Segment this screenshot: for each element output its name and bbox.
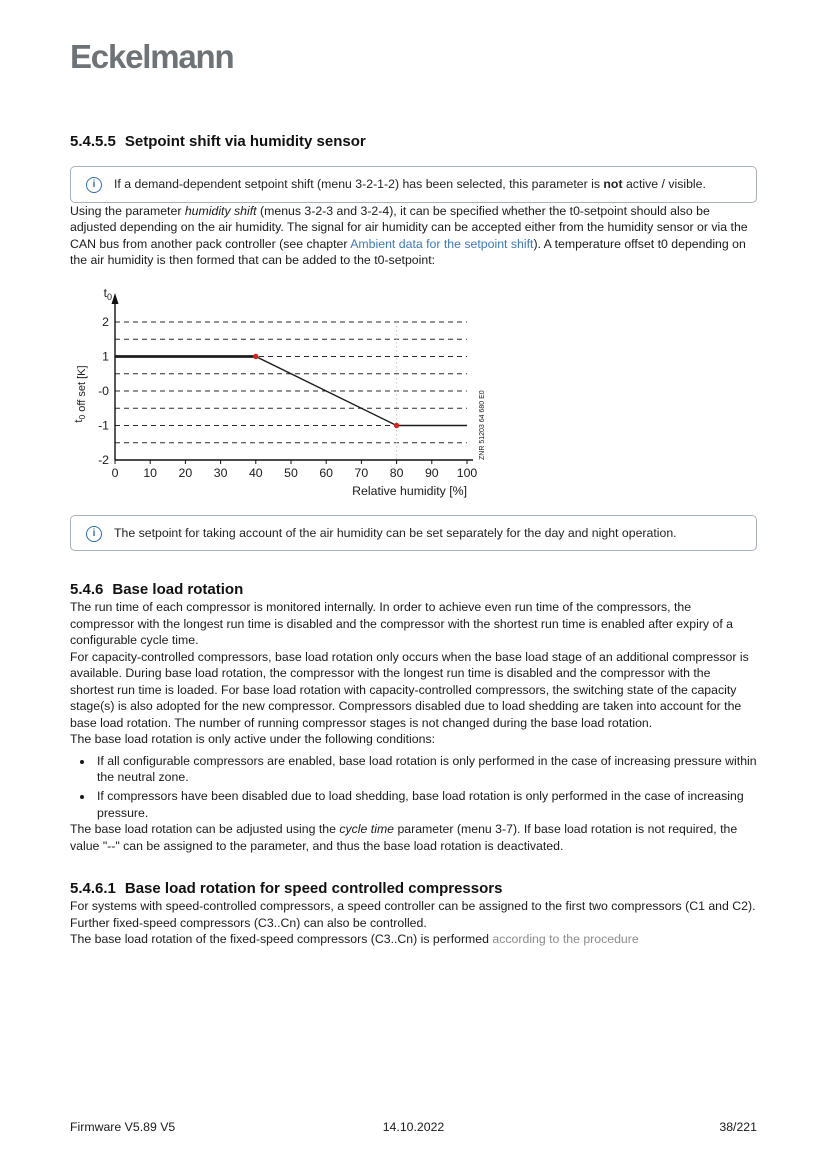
svg-text:60: 60 — [319, 465, 334, 480]
section-title: Base load rotation for speed controlled compressors — [124, 880, 503, 898]
list-item: • If compressors have been disabled due to load shedding, base load rotation is only performed in the case of increasing pressure. — [94, 788, 757, 821]
text-segment: For systems with speed-controlled compressors, a speed controller can be assigned to the first two compressors (C1 and C2). Further fixed-speed compressors (C3..Cn) can also be controlled. — [70, 899, 756, 930]
text-segment: parameter (menu 3-7). If base load rotation is not required, the value "--" can be assigned to the parameter, and thus the base load rotation is deactivated. — [70, 822, 738, 853]
section-number: 5.4.5.5 — [70, 133, 116, 150]
svg-text:50: 50 — [284, 465, 298, 480]
svg-text:1: 1 — [102, 349, 109, 364]
paragraph-conditions-intro — [70, 731, 757, 747]
text-segment: according to the procedure — [492, 932, 639, 947]
text-segment: If a demand-dependent setpoint shift (menu 3-2-1-2) has been selected, this parameter is — [114, 177, 604, 191]
footer-date: 14.10.2022 — [382, 1120, 445, 1134]
svg-text:90: 90 — [424, 465, 439, 480]
svg-text:-2: -2 — [98, 452, 109, 467]
svg-text:-1: -1 — [98, 418, 109, 433]
text-segment: Using the parameter — [70, 203, 185, 218]
info-box-setpoint-shift — [70, 166, 757, 203]
footer-page-number: 38/221 — [719, 1120, 757, 1134]
paragraph-speed-controlled — [70, 898, 757, 947]
link-ambient-data[interactable]: Ambient data for the setpoint shift — [350, 236, 534, 251]
section-heading-5455 — [70, 133, 757, 151]
svg-text:10: 10 — [143, 465, 158, 480]
text-segment: The base load rotation is only active under the following conditions: — [70, 732, 436, 747]
svg-text:t0: $t_0$ — [103, 285, 112, 302]
svg-text:0: 0 — [111, 465, 119, 480]
svg-text:70: 70 — [354, 465, 369, 480]
eckelmann-logo: Eckelmann — [70, 38, 234, 75]
info-box-text — [114, 526, 677, 540]
info-box-day-night — [70, 515, 757, 552]
info-box-text — [114, 177, 706, 191]
conditions-list — [70, 753, 757, 822]
svg-text:80: 80 — [389, 465, 404, 480]
svg-text:t0 off set [K]: $t_0$ off set [K] — [73, 365, 88, 423]
section-heading-5461 — [70, 880, 757, 898]
svg-text:Relative humidity [%]: Relative humidity [%] — [352, 483, 467, 498]
paragraph-capacity-controlled — [70, 649, 757, 731]
text-segment: ). A temperature offset t0 depending on the air humidity is then formed that can be added to the t0-setpoint: — [70, 236, 746, 268]
text-segment: The setpoint for taking account of the air humidity can be set separately for the day and night operation. — [114, 525, 677, 540]
svg-text:100: 100 — [456, 465, 478, 480]
section-number: 5.4.6.1 — [70, 880, 116, 898]
text-segment: not — [603, 177, 623, 191]
section-title: Setpoint shift via humidity sensor — [124, 133, 366, 150]
list-item: • If all configurable compressors are enabled, base load rotation is only performed in the case of increasing pressure within the neutral zone. — [94, 753, 757, 786]
svg-text:2: 2 — [102, 314, 109, 329]
section-number: 5.4.6 — [70, 581, 104, 599]
text-segment: For capacity-controlled compressors, base load rotation only occurs when the base load stage of an additional compressor is available. During base load rotation, the compressor with the longest run time is disabled and the compressor with the shortest run time is loaded. For base load rotation with capacity-controlled compressors, the switching state of the capacity stage(s) is also adopted for the new compressor. Compressors disabled due to load shedding are taken into account for the base load rotation. The number of running compressor stages is not changed during the base load rotation. — [70, 649, 749, 730]
text-segment: The base load rotation of the fixed-speed compressors (C3..Cn) is performed — [70, 932, 493, 947]
footer-firmware: Firmware V5.89 V5 — [70, 1120, 176, 1134]
text-segment: humidity shift — [184, 203, 257, 218]
svg-text:-0: -0 — [98, 383, 109, 398]
paragraph-humidity-shift — [70, 203, 757, 269]
humidity-shift-chart — [70, 284, 757, 502]
chart-svg — [70, 284, 510, 502]
text-segment: active / visible. — [622, 177, 706, 191]
svg-text:40: 40 — [248, 465, 263, 480]
paragraph-run-time — [70, 599, 757, 648]
section-heading-546 — [70, 581, 757, 599]
text-segment: The run time of each compressor is monitored internally. In order to achieve even run time of the compressors, the compressor with the longest run time is disabled and the compressor with the shortest run time is enabled after expiry of a configurable cycle time. — [70, 600, 733, 648]
text-segment: (menus 3-2-3 and 3-2-4), it can be specified whether the t0-setpoint should also be adjusted depending on the air humidity. The signal for air humidity can be accepted either from the humidity sensor or via the CAN bus from another pack controller (see chapter — [70, 203, 748, 251]
paragraph-cycle-time — [70, 821, 757, 854]
text-segment: cycle time — [339, 822, 395, 837]
svg-text:30: 30 — [213, 465, 228, 480]
info-icon: i — [86, 526, 102, 542]
svg-text:20: 20 — [178, 465, 193, 480]
svg-text:ZNR 51203 64 680 E0: ZNR 51203 64 680 E0 — [479, 389, 486, 460]
page-footer — [70, 1120, 757, 1134]
section-title: Base load rotation — [112, 581, 244, 599]
info-icon: i — [86, 177, 102, 193]
text-segment: The base load rotation can be adjusted using the — [70, 822, 340, 837]
